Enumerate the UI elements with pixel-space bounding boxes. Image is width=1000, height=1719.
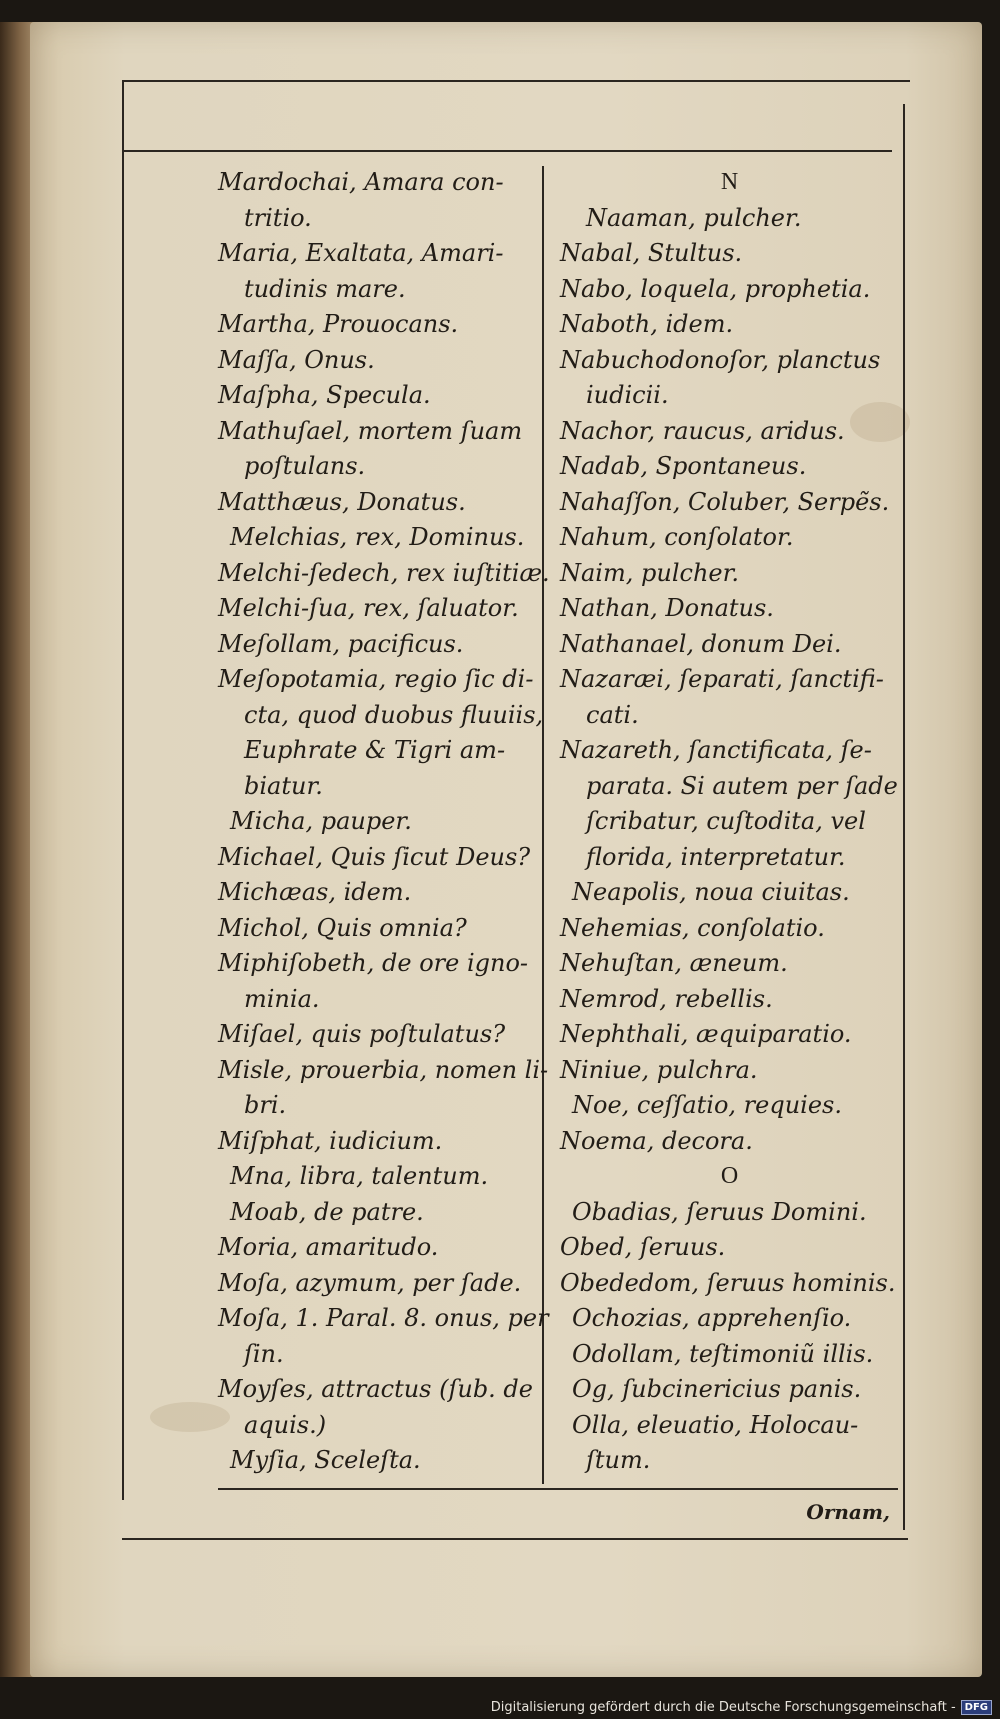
entry-line: Nabal, Stultus. [560,239,743,267]
entry-line: poſtulans. [244,452,366,480]
credit-text: Digitalisierung gefördert durch die Deutsche Forschungsgemeinschaft - [490,1700,956,1715]
entry-line: Miſphat, iudicium. [218,1126,443,1155]
entry-line: Michæas, idem. [218,878,412,906]
entry-line: Martha, Prouocans. [218,310,459,338]
entry-line: Noe, ceſſatio, requies. [572,1091,842,1119]
entry-line: Euphrate & Tigri am- [244,736,506,764]
entry-line: Miſael, quis poſtulatus? [218,1020,506,1048]
entry-line: Nabuchodonoſor, planctus [560,345,881,374]
left-border-rule [122,80,124,1500]
entry-line: Nahaſſon, Coluber, Serpẽs. [560,487,890,516]
entry-line: ſin. [244,1339,284,1368]
entry-line: Nathan, Donatus. [560,594,774,622]
entry-line: Moſa, 1. Paral. 8. onus, per [218,1304,549,1332]
entry-line: ſcribatur, cuſtodita, vel [586,807,866,835]
section-letter-n: N [720,169,740,195]
entry-line: Obadias, ſeruus Domini. [572,1197,867,1226]
entry-line: Odollam, teſtimoniũ illis. [572,1339,874,1368]
left-column [218,165,556,1479]
entry-line: cta, quod duobus fluuiis, [244,700,544,729]
entry-line: Ochozias, apprehenſio. [572,1304,852,1332]
entry-line: Michol, Quis omnia? [218,913,467,942]
entry-line: Naboth, idem. [560,310,734,338]
entry-line: iudicii. [586,381,669,409]
right-column [560,165,900,1479]
top-border-rule [122,80,910,82]
entry-line: Obed, ſeruus. [560,1233,726,1261]
entry-line: Matthæus, Donatus. [218,487,466,516]
entry-line: Miphiſobeth, de ore igno- [218,949,529,977]
entry-line: Micha, pauper. [230,807,412,835]
bottom-border-rule [122,1538,908,1540]
entry-line: cati. [586,700,639,729]
entry-line: tritio. [244,203,312,232]
dfg-logo-icon: DFG [961,1700,992,1715]
entry-line: Melchias, rex, Dominus. [230,523,525,551]
entry-line: Moab, de patre. [230,1197,424,1226]
header-rule [122,150,892,152]
entry-line: Nehemias, conſolatio. [560,913,825,942]
entry-line: florida, interpretatur. [586,842,846,871]
entry-line: parata. Si autem per ſade [586,771,898,800]
entry-line: Noema, decora. [560,1126,753,1155]
entry-line: Olla, eleuatio, Holocau- [572,1410,859,1439]
entry-line: Misle, prouerbia, nomen li- [218,1055,549,1084]
entry-line: Melchi-ſedech, rex iuſtitiæ. [218,558,550,587]
entry-line: Nathanael, donum Dei. [560,629,842,658]
entry-line: Maſſa, Onus. [218,345,375,374]
entry-line: Melchi-ſua, rex, ſaluator. [218,594,519,622]
entry-line: Nachor, raucus, aridus. [560,416,845,445]
entry-line: Meſopotamia, regio ſic di- [218,665,534,693]
entry-line: Moſa, azymum, per ſade. [218,1268,522,1297]
entry-line: aquis.) [244,1410,327,1439]
entry-line: Nadab, Spontaneus. [560,452,807,480]
entry-line: Naaman, pulcher. [586,203,802,232]
entry-line: Nahum, conſolator. [560,523,794,551]
entry-line: ſtum. [586,1446,651,1474]
entry-line: Og, ſubcinericius panis. [572,1375,862,1403]
entry-line: Neapolis, noua ciuitas. [572,878,850,906]
entry-line: Meſollam, pacificus. [218,629,464,658]
entry-line: Nehuſtan, æneum. [560,949,788,977]
entry-line: biatur. [244,771,323,800]
entry-line: minia. [244,984,320,1013]
digitization-credit [491,1700,992,1715]
entry-line: tudinis mare. [244,274,406,303]
footer-rule [218,1488,898,1490]
section-letter-o: O [720,1163,740,1189]
entry-line: Nemrod, rebellis. [560,984,773,1013]
entry-line: Nabo, loquela, prophetia. [560,274,871,303]
entry-line: Nephthali, æquiparatio. [560,1020,852,1048]
entry-line: Nazaræi, ſeparati, ſanctifi- [560,665,884,693]
entry-line: Michael, Quis ſicut Deus? [218,842,531,871]
entry-line: Moria, amaritudo. [218,1233,439,1261]
catchword: Ornam, [806,1500,890,1524]
right-border-rule [903,104,905,1530]
entry-line: Mna, libra, talentum. [230,1162,489,1190]
entry-line: Nazareth, ſanctificata, ſe- [560,736,872,764]
entry-line: Maſpha, Specula. [218,381,431,409]
entry-line: Obededom, ſeruus hominis. [560,1268,896,1297]
entry-line: Naim, pulcher. [560,558,740,587]
entry-line: bri. [244,1091,287,1119]
entry-line: Mathuſael, mortem ſuam [218,416,523,445]
entry-line: Maria, Exaltata, Amari- [218,239,504,267]
entry-line: Myſia, Sceleſta. [230,1446,421,1474]
entry-line: Moyſes, attractus (ſub. de [218,1375,533,1403]
entry-line: Mardochai, Amara con- [218,168,504,196]
entry-line: Niniue, pulchra. [560,1055,758,1084]
